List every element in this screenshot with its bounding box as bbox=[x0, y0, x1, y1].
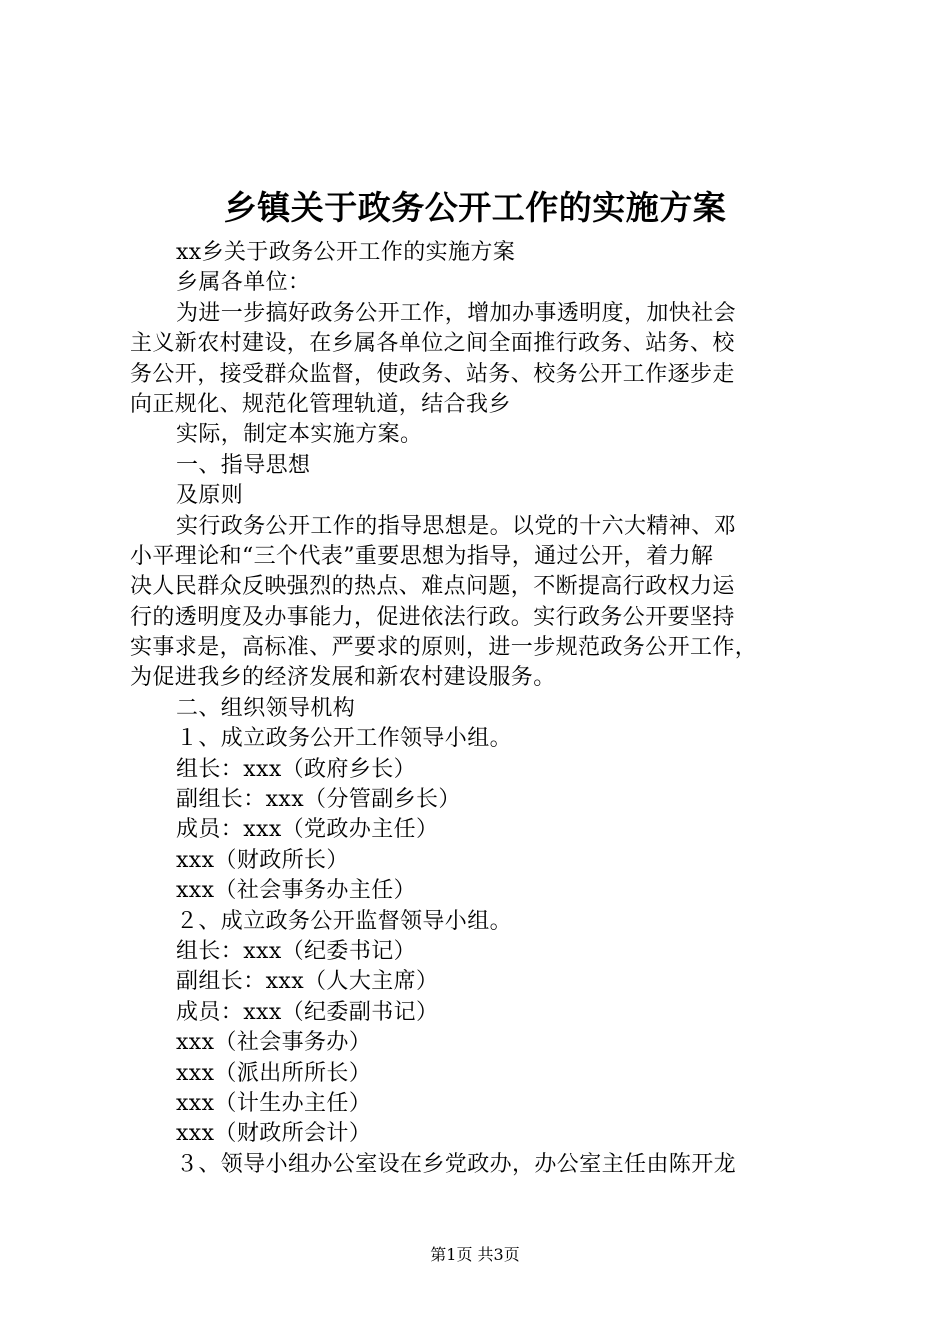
paragraph-line: 实行政务公开工作的指导思想是。以党的十六大精神、邓 bbox=[176, 513, 737, 539]
list-item: xxx（社会事务办主任） bbox=[176, 878, 417, 904]
list-item: １、成立政务公开工作领导小组。 bbox=[176, 726, 513, 752]
list-item: 成员：xxx（党政办主任） bbox=[176, 817, 439, 843]
paragraph-line: 小平理论和“三个代表”重要思想为指导，通过公开，着力解 bbox=[130, 543, 714, 569]
list-item: ２、成立政务公开监督领导小组。 bbox=[176, 908, 513, 934]
salutation-line: 乡属各单位： bbox=[176, 270, 311, 296]
paragraph-line: 决人民群众反映强烈的热点、难点问题，不断提高行政权力运 bbox=[130, 574, 735, 600]
list-item: xxx（派出所所长） bbox=[176, 1060, 372, 1086]
paragraph-line: 主义新农村建设，在乡属各单位之间全面推行政务、站务、校 bbox=[130, 331, 735, 357]
list-item: xxx（财政所会计） bbox=[176, 1121, 372, 1147]
paragraph-line: 为促进我乡的经济发展和新农村建设服务。 bbox=[130, 665, 556, 691]
list-item: 组长：xxx（政府乡长） bbox=[176, 756, 417, 782]
list-item: xxx（计生办主任） bbox=[176, 1090, 372, 1116]
subtitle-line: xx乡关于政务公开工作的实施方案 bbox=[176, 240, 516, 265]
paragraph-line: 为进一步搞好政务公开工作，增加办事透明度，加快社会 bbox=[176, 300, 737, 326]
section-heading: 二、组织领导机构 bbox=[176, 695, 356, 721]
document-body bbox=[130, 238, 830, 1180]
list-item: 副组长：xxx（人大主席） bbox=[176, 969, 439, 995]
paragraph-line: 务公开，接受群众监督，使政务、站务、校务公开工作逐步走 bbox=[130, 361, 735, 387]
list-item: 组长：xxx（纪委书记） bbox=[176, 938, 417, 964]
paragraph-line: 实事求是，高标准、严要求的原则，进一步规范政务公开工作， bbox=[130, 635, 758, 661]
section-heading: 一、指导思想 bbox=[176, 452, 311, 478]
list-item: 成员：xxx（纪委副书记） bbox=[176, 999, 439, 1025]
list-item: xxx（财政所长） bbox=[176, 847, 349, 873]
page-footer: 第1页 共3页 bbox=[430, 1245, 520, 1264]
list-item: xxx（社会事务办） bbox=[176, 1030, 372, 1056]
paragraph-line: 向正规化、规范化管理轨道，结合我乡 bbox=[130, 391, 511, 417]
document-title: 乡镇关于政务公开工作的实施方案 bbox=[223, 188, 727, 227]
section-heading: 及原则 bbox=[176, 483, 244, 509]
paragraph-line: 实际，制定本实施方案。 bbox=[176, 422, 423, 448]
list-item: 副组长：xxx（分管副乡长） bbox=[176, 787, 461, 813]
list-item: ３、领导小组办公室设在乡党政办，办公室主任由陈开龙 bbox=[176, 1151, 737, 1177]
paragraph-line: 行的透明度及办事能力，促进依法行政。实行政务公开要坚持 bbox=[130, 604, 735, 630]
